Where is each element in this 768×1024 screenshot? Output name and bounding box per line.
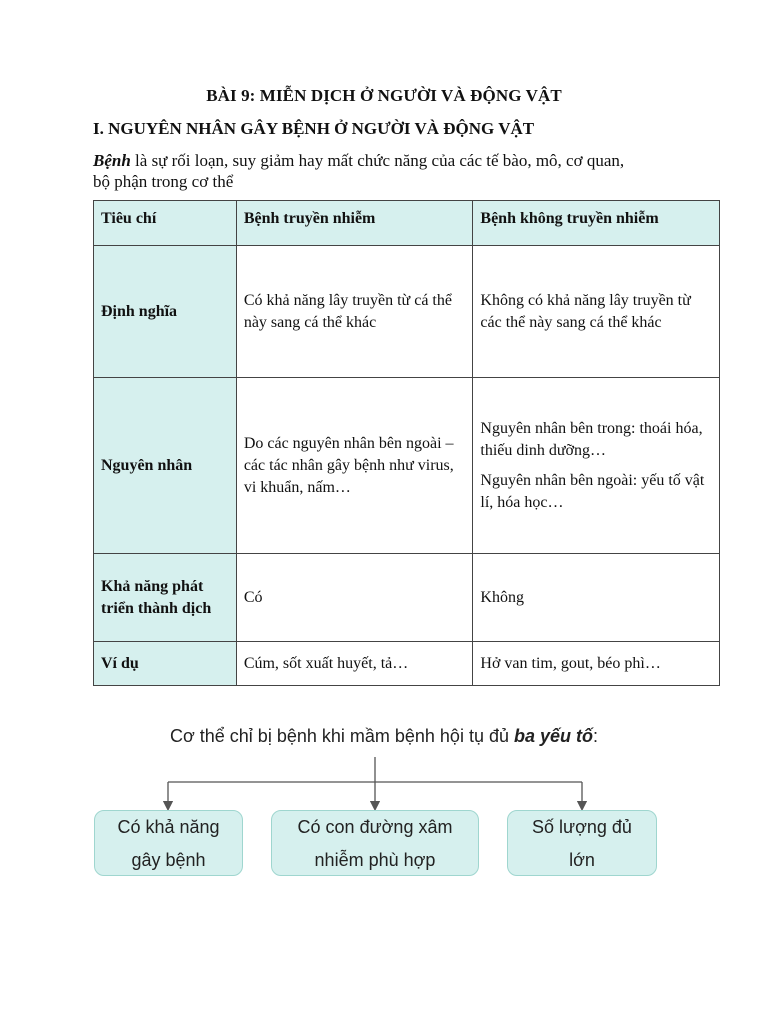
factor-box-line2: lớn [569, 850, 595, 870]
factor-box-quantity [507, 810, 657, 876]
header-criterion: Tiêu chí [94, 201, 237, 246]
factor-box-route [271, 810, 479, 876]
intro-line1: là sự rối loạn, suy giảm hay mất chức năng của các tế bào, mô, cơ quan, [130, 151, 625, 170]
intro-term: Bệnh [93, 151, 131, 170]
factor-box-line2: gây bệnh [131, 850, 206, 870]
factor-box-line1: Có con đường xâm [297, 817, 453, 837]
factor-box-line1: Có khả năng [117, 817, 220, 837]
factor-box-line1: Số lượng đủ [532, 817, 632, 837]
criterion-epidemic: Khả năng phát triển thành dịch [94, 554, 237, 642]
diagram-title-emphasis: ba yếu tố [513, 726, 593, 746]
cell-cause-infectious: Do các nguyên nhân bên ngoài – các tác nhân gây bệnh như virus, vi khuẩn, nấm… [236, 378, 473, 554]
cell-example-non-infectious: Hở van tim, gout, béo phì… [473, 642, 720, 686]
cell-definition-infectious: Có khả năng lây truyền từ cá thể này sang cá thể khác [236, 246, 473, 378]
page-title: BÀI 9: MIỄN DỊCH Ở NGƯỜI VÀ ĐỘNG VẬT [206, 86, 562, 105]
cell-epidemic-non-infectious: Không [473, 554, 720, 642]
criterion-cause: Nguyên nhân [94, 378, 237, 554]
cause-external: Nguyên nhân bên ngoài: yếu tố vật lí, hóa học… [480, 471, 705, 511]
cause-internal: Nguyên nhân bên trong: thoái hóa, thiếu dinh dưỡng… [480, 419, 703, 459]
diagram-title-suffix: : [593, 726, 599, 746]
criterion-definition: Định nghĩa [94, 246, 237, 378]
intro-line2: bộ phận trong cơ thể [93, 172, 234, 191]
diagram-title-prefix: Cơ thể chỉ bị bệnh khi mầm bệnh hội tụ đủ [169, 726, 514, 746]
cell-definition-non-infectious: Không có khả năng lây truyền từ các thể này sang cá thể khác [473, 246, 720, 378]
header-infectious: Bệnh truyền nhiễm [236, 201, 473, 246]
cell-example-infectious: Cúm, sốt xuất huyết, tả… [236, 642, 473, 686]
factor-box-line2: nhiễm phù hợp [314, 850, 436, 870]
section-heading: I. NGUYÊN NHÂN GÂY BỆNH Ở NGƯỜI VÀ ĐỘNG VẬT [93, 119, 535, 138]
cell-epidemic-infectious: Có [236, 554, 473, 642]
header-non-infectious: Bệnh không truyền nhiễm [473, 201, 720, 246]
criterion-example: Ví dụ [94, 642, 237, 686]
factor-box-pathogenicity [94, 810, 243, 876]
